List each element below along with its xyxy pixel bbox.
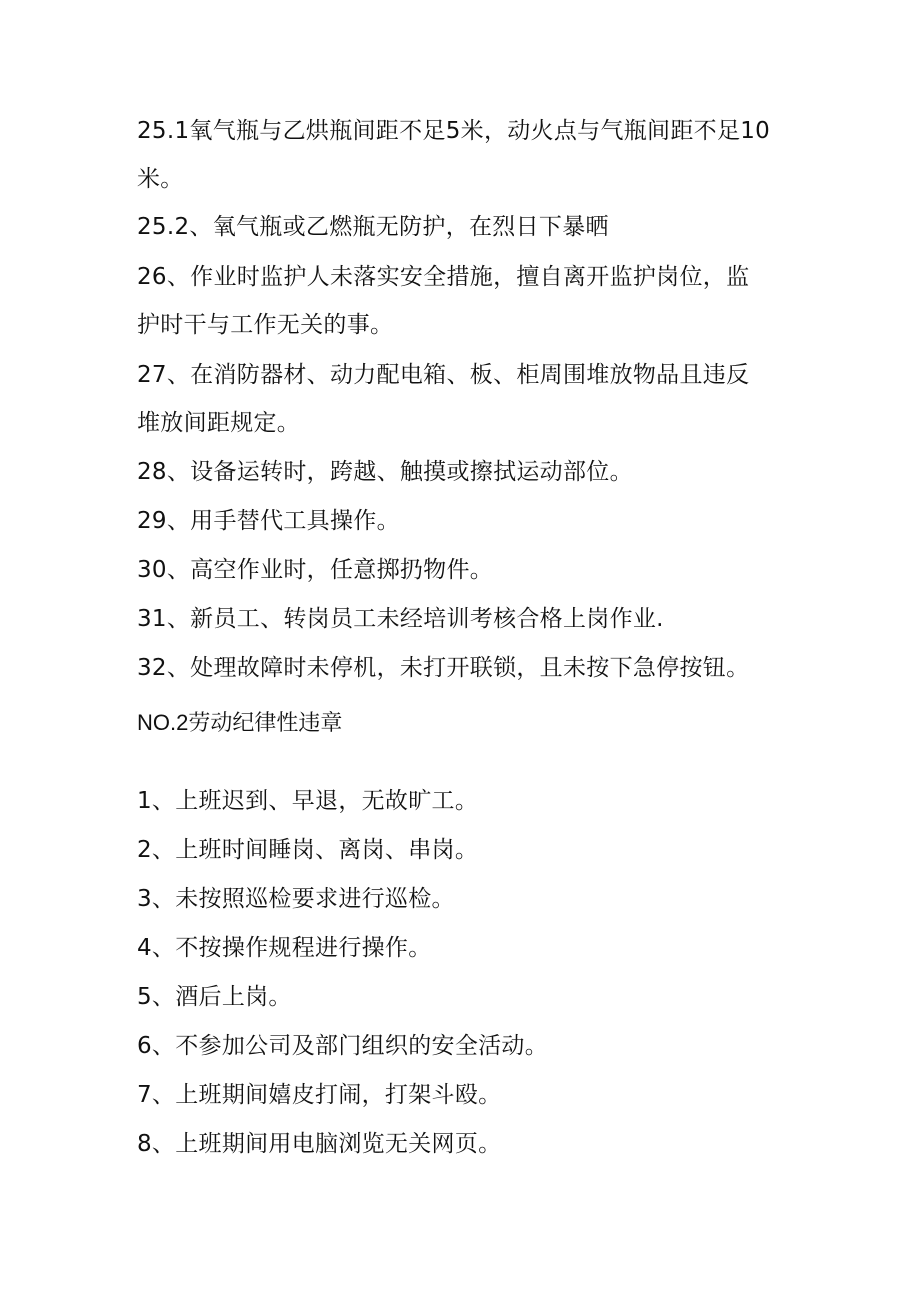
item-28: 28、设备运转时，跨越、触摸或擦拭运动部位。	[137, 459, 633, 485]
item-31: 31、新员工、转岗员工未经培训考核合格上岗作业.	[137, 606, 664, 632]
item-2: 2、上班时间睡岗、离岗、串岗。	[137, 837, 479, 863]
item-5: 5、酒后上岗。	[137, 984, 292, 1010]
item-6: 6、不参加公司及部门组织的安全活动。	[137, 1033, 549, 1059]
item-25-1-line1: 25.1氧气瓶与乙烘瓶间距不足5米，动火点与气瓶间距不足10	[137, 118, 771, 144]
item-30: 30、高空作业时，任意掷扔物件。	[137, 557, 494, 583]
section-heading-no2: NO.2劳动纪律性违章	[137, 710, 343, 735]
item-25-1-line2: 米。	[137, 166, 184, 192]
item-25-2: 25.2、氧气瓶或乙燃瓶无防护，在烈日下暴晒	[137, 214, 609, 240]
item-27-line1: 27、在消防器材、动力配电箱、板、柜周围堆放物品且违反	[137, 362, 750, 388]
item-26-line2: 护时干与工作无关的事。	[137, 312, 394, 338]
item-29: 29、用手替代工具操作。	[137, 508, 400, 534]
item-26-line1: 26、作业时监护人未落实安全措施，擅自离开监护岗位，监	[137, 264, 750, 290]
item-8: 8、上班期间用电脑浏览无关网页。	[137, 1131, 502, 1157]
item-32: 32、处理故障时未停机，未打开联锁，且未按下急停按钮。	[137, 655, 750, 681]
item-27-line2: 堆放间距规定。	[137, 410, 301, 436]
item-3: 3、未按照巡检要求进行巡检。	[137, 886, 455, 912]
item-4: 4、不按操作规程进行操作。	[137, 935, 432, 961]
item-1: 1、上班迟到、早退，无故旷工。	[137, 788, 479, 814]
item-7: 7、上班期间嬉皮打闹，打架斗殴。	[137, 1082, 502, 1108]
